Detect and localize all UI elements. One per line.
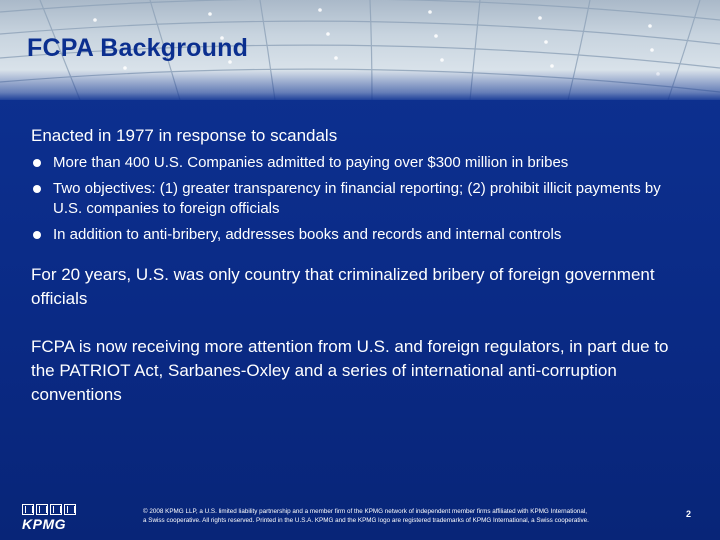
paragraph: For 20 years, U.S. was only country that criminalized bribery of foreign government officials	[31, 265, 655, 308]
copyright-line: a Swiss cooperative. All rights reserved. Printed in the U.S.A. KPMG and the KPMG logo are registered trademarks of KPMG International, a Swiss cooperative.	[143, 517, 589, 524]
logo-text: KPMG	[22, 516, 66, 532]
logo-boxes-icon	[22, 504, 78, 515]
bullet-icon	[33, 185, 41, 193]
list-item	[31, 225, 691, 245]
page-number: 2	[686, 509, 692, 519]
slide-body	[31, 125, 691, 431]
copyright-line: © 2008 KPMG LLP, a U.S. limited liability partnership and a member firm of the KPMG network of independent member firms affiliated with KPMG International,	[143, 508, 587, 515]
slide-title: FCPA Background	[27, 34, 249, 62]
list-item	[31, 179, 691, 219]
footer	[0, 496, 720, 540]
bullet-text: In addition to anti-bribery, addresses books and records and internal controls	[53, 226, 562, 243]
bullet-text: More than 400 U.S. Companies admitted to paying over $300 million in bribes	[53, 154, 569, 171]
lead-text: Enacted in 1977 in response to scandals	[31, 126, 338, 145]
copyright-notice	[143, 507, 663, 525]
paragraph: FCPA is now receiving more attention from U.S. and foreign regulators, in part due to the PATRIOT Act, Sarbanes-Oxley and a series of international anti-corruption conventions	[31, 337, 669, 404]
header-fade	[0, 70, 720, 100]
list-item	[31, 153, 691, 173]
bullet-icon	[33, 231, 41, 239]
bullet-text: Two objectives: (1) greater transparency in financial reporting; (2) prohibit illicit payments by U.S. companies to foreign officials	[53, 180, 661, 217]
kpmg-logo	[22, 504, 78, 534]
bullet-icon	[33, 159, 41, 167]
bullet-list	[31, 153, 691, 245]
